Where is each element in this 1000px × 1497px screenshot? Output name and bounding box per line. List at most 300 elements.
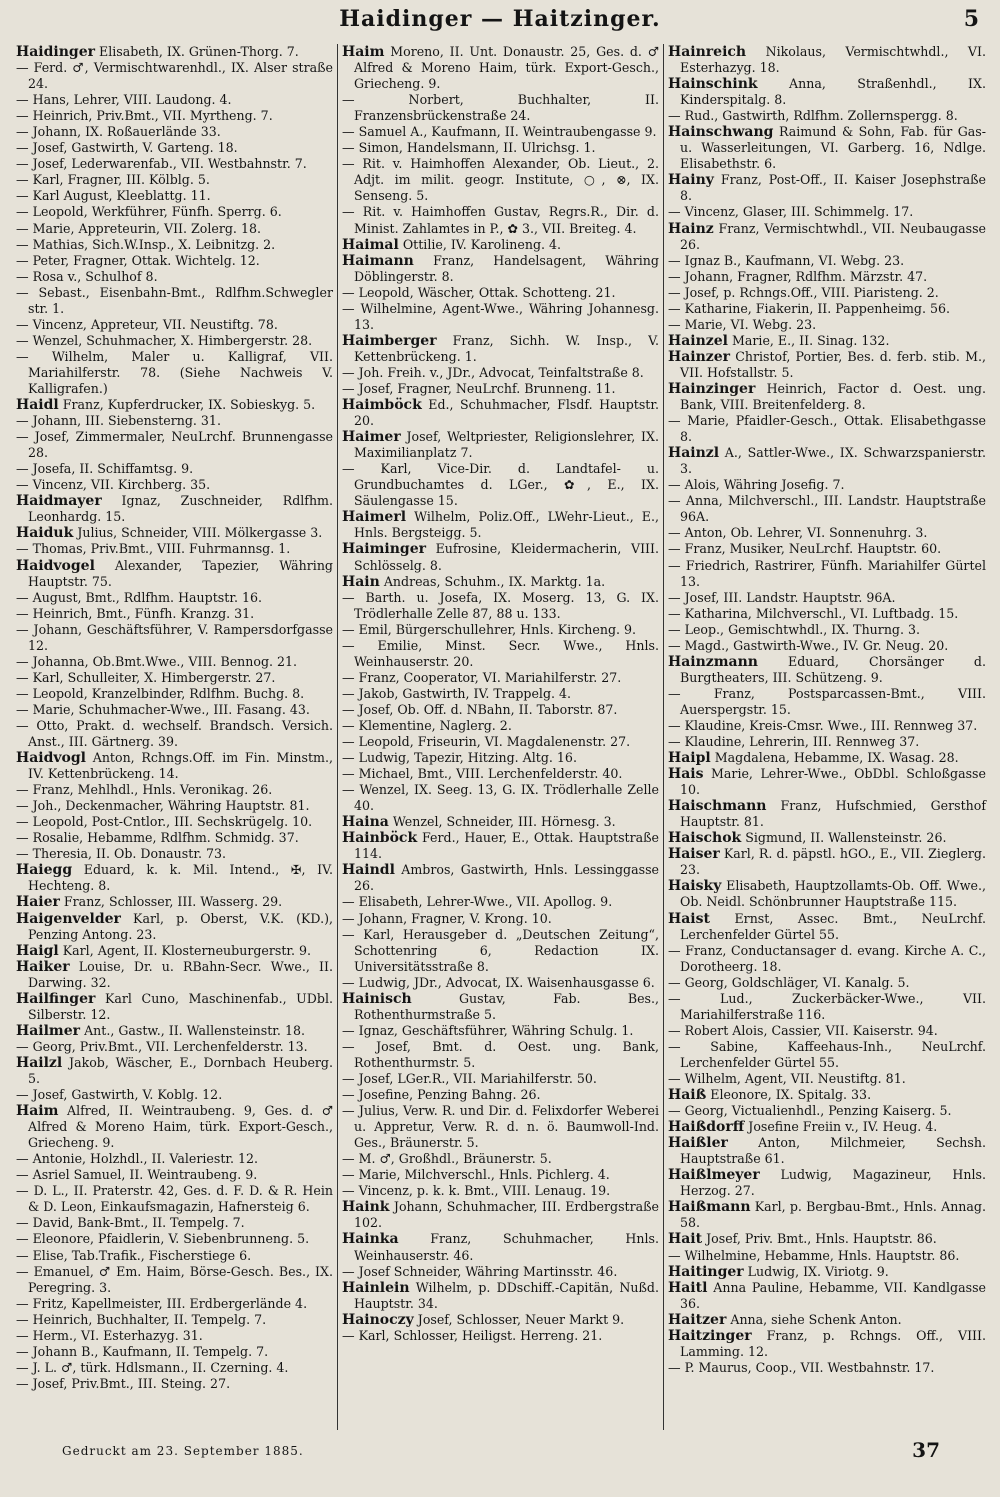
entry-text: — Vincenz, VII. Kirchberg. 35. — [16, 477, 211, 493]
entry-text: — Josef, Gastwirth, V. Koblg. 12. — [16, 1087, 223, 1103]
directory-entry — [342, 686, 659, 702]
entry-text: — Georg, Victualienhdl., Penzing Kaiserg. 5. — [668, 1103, 952, 1119]
entry-text: — Katharina, Milchverschl., VI. Luftbadg. 15. — [668, 605, 959, 621]
directory-entry — [16, 477, 333, 493]
directory-entry — [668, 911, 986, 943]
directory-entry — [668, 943, 986, 975]
entry-text: — Elise, Tab.Trafik., Fischerstiege 6. — [16, 1247, 252, 1263]
directory-entry — [668, 975, 986, 991]
entry-text: — Barth. u. Josefa, IX. Moserg. 13, G. IX. Trödlerhalle Zelle 87, 88 u. 133. — [342, 589, 659, 621]
entry-text: — Emilie, Minst. Secr. Wwe., Hnls. Weinhauserstr. 20. — [342, 637, 659, 669]
entry-text: Alfred, II. Weintraubeng. 9, Ges. d. ♂ Alfred & Moreno Haim, türk. Export-Gesch., Griecheng. 9. — [28, 1103, 333, 1151]
directory-entry — [342, 1103, 659, 1151]
directory-entry — [16, 156, 333, 172]
entry-surname: Hainka — [342, 1231, 399, 1248]
entry-text: — Franz, Conductansager d. evang. Kirche A. C., Dorotheerg. 18. — [668, 942, 986, 974]
directory-entry — [668, 1135, 986, 1167]
entry-text: — Vincenz, Appreteur, VII. Neustiftg. 78. — [16, 316, 278, 332]
directory-entry — [342, 927, 659, 975]
directory-entry — [668, 590, 986, 606]
directory-entry — [342, 766, 659, 782]
directory-entry — [16, 911, 333, 943]
entry-surname: Haidinger — [16, 44, 95, 60]
directory-entry — [668, 269, 986, 285]
entry-text: Eleonore, IX. Spitalg. 33. — [710, 1087, 872, 1103]
entry-text: — Johann, Fragner, V. Krong. 10. — [342, 910, 552, 926]
entry-surname: Hailfinger — [16, 990, 96, 1007]
entry-text: Franz, Kupferdrucker, IX. Sobieskyg. 5. — [62, 397, 316, 413]
directory-entry — [668, 1023, 986, 1039]
directory-entry — [342, 1280, 659, 1312]
entry-text: — Jakob, Gastwirth, IV. Trappelg. 4. — [342, 685, 572, 701]
directory-entry — [16, 397, 333, 413]
directory-entry — [16, 686, 333, 702]
entry-text: Josef, Schlosser, Neuer Markt 9. — [417, 1311, 625, 1327]
entry-surname: Haißlmeyer — [668, 1167, 760, 1184]
entry-surname: Hainoczy — [342, 1311, 414, 1328]
directory-entry — [16, 221, 333, 237]
directory-entry — [16, 541, 333, 557]
entry-surname: Hailmer — [16, 1022, 81, 1039]
entry-text: — Rit. v. Haimhoffen Gustav, Regrs.R., Dir. d. Minist. Zahlamtes in P., ✿ 3., VII. Breiteg. 4. — [342, 204, 659, 236]
entry-text: — Norbert, Buchhalter, II. Franzensbrückenstraße 24. — [342, 92, 659, 124]
directory-entry — [668, 108, 986, 124]
entry-text: — Johann, Geschäftsführer, V. Rampersdorfgasse 12. — [16, 621, 333, 653]
entry-text: Ant., Gastw., II. Wallensteinstr. 18. — [84, 1022, 305, 1038]
entry-text: Andreas, Schuhm., IX. Marktg. 1a. — [383, 573, 606, 589]
entry-text: — Marie, Schuhmacher-Wwe., III. Fasang. 43. — [16, 701, 310, 717]
directory-entry — [668, 1103, 986, 1119]
directory-entry — [16, 349, 333, 397]
directory-entry — [668, 477, 986, 493]
entry-text: — Leopold, Kranzelbinder, Rdlfhm. Buchg. 8. — [16, 685, 305, 701]
directory-entry — [668, 493, 986, 525]
directory-entry — [16, 814, 333, 830]
entry-text: — Marie, VI. Webg. 23. — [668, 316, 817, 332]
directory-entry — [668, 333, 986, 349]
directory-entry — [668, 76, 986, 108]
entry-text: — Rit. v. Haimhoffen Alexander, Ob. Lieut., 2. Adjt. im milit. geogr. Institute, ○, ⊗, IX. Senseng. 5. — [342, 156, 659, 204]
directory-entry — [16, 846, 333, 862]
directory-entry — [668, 204, 986, 220]
directory-entry — [342, 1167, 659, 1183]
directory-entry — [668, 1248, 986, 1264]
directory-entry — [16, 140, 333, 156]
entry-text: — Josef, Ob. Off. d. NBahn, II. Taborstr. 87. — [342, 701, 618, 717]
entry-text: — Josef, LGer.R., VII. Mariahilferstr. 50. — [342, 1071, 597, 1086]
entry-text: Anton, Rchngs.Off. im Fin. Minstm., IV. Kettenbrückeng. 14. — [28, 750, 333, 782]
directory-entry — [342, 638, 659, 670]
directory-entry — [16, 558, 333, 590]
entry-surname: Haigenvelder — [16, 910, 121, 927]
entry-text: Eduard, k. k. Mil. Intend., ✠, IV. Hechteng. 8. — [28, 862, 334, 894]
directory-entry — [342, 991, 659, 1023]
entry-surname: Hais — [668, 766, 704, 783]
directory-entry — [342, 509, 659, 541]
entry-surname: Haitzinger — [668, 1327, 752, 1344]
directory-entry — [668, 766, 986, 798]
directory-entry — [16, 670, 333, 686]
directory-entry — [668, 1199, 986, 1231]
directory-entry — [16, 1215, 333, 1231]
entry-text: — Leopold, Werkführer, Fünfh. Sperrg. 6. — [16, 204, 282, 220]
directory-entry — [16, 1183, 333, 1215]
directory-entry — [16, 1055, 333, 1087]
directory-entry — [16, 237, 333, 253]
entry-text: — Rud., Gastwirth, Rdlfhm. Zollernspergg. 8. — [668, 108, 958, 124]
directory-entry — [668, 221, 986, 253]
directory-entry — [16, 44, 333, 60]
entry-surname: Hain — [342, 573, 380, 590]
entry-text: — Johann B., Kaufmann, II. Tempelg. 7. — [16, 1343, 269, 1359]
directory-entry — [16, 943, 333, 959]
entry-text: — David, Bank-Bmt., II. Tempelg. 7. — [16, 1215, 245, 1231]
directory-entry — [668, 124, 986, 172]
entry-text: — Josef, Fragner, NeuLrchf. Brunneng. 11. — [342, 380, 616, 396]
entry-text: — Ludwig, JDr., Advocat, IX. Waisenhausgasse 6. — [342, 974, 655, 990]
directory-entry — [668, 525, 986, 541]
directory-entry — [16, 188, 333, 204]
entry-surname: Haidl — [16, 397, 59, 414]
directory-entry — [16, 606, 333, 622]
directory-entry — [342, 734, 659, 750]
directory-entry — [342, 1087, 659, 1103]
entry-text: Eufrosine, Kleidermacherin, VIII. Schlösselg. 8. — [354, 541, 659, 573]
entry-surname: Haimal — [342, 236, 399, 253]
entry-text: — Karl, Schulleiter, X. Himbergerstr. 27. — [16, 669, 276, 685]
entry-text: Franz, Post-Off., II. Kaiser Josephstraße 8. — [680, 172, 986, 204]
directory-entry — [16, 702, 333, 718]
entry-text: — August, Bmt., Rdlfhm. Hauptstr. 16. — [16, 589, 262, 605]
entry-text: — Josefine, Penzing Bahng. 26. — [342, 1087, 541, 1103]
directory-entry — [16, 1023, 333, 1039]
entry-text: Anna, Straßenhdl., IX. Kinderspitalg. 8. — [680, 76, 986, 108]
entry-text: Jakob, Wäscher, E., Dornbach Heuberg. 5. — [28, 1054, 333, 1086]
entry-text: Elisabeth, IX. Grünen-Thorg. 7. — [99, 44, 299, 59]
directory-entry — [668, 718, 986, 734]
directory-entry — [668, 606, 986, 622]
entry-text: — Leopold, Wäscher, Ottak. Schotteng. 21. — [342, 284, 616, 300]
directory-entry — [16, 798, 333, 814]
directory-entry — [342, 541, 659, 573]
entry-text: — Georg, Goldschläger, VI. Kanalg. 5. — [668, 974, 910, 990]
entry-text: — Leopold, Post-Cntlor., III. Sechskrügelg. 10. — [16, 814, 313, 830]
directory-entry — [668, 830, 986, 846]
entry-text: — Herm., VI. Esterhazyg. 31. — [16, 1327, 203, 1343]
entry-surname: Haiegg — [16, 862, 73, 879]
directory-entry — [668, 541, 986, 557]
entry-text: — Josef, Bmt. d. Oest. ung. Bank, Rothenthurmstr. 5. — [342, 1038, 659, 1070]
entry-text: — Karl August, Kleeblattg. 11. — [16, 188, 211, 204]
column-1 — [12, 44, 338, 1430]
entry-surname: Haimböck — [342, 397, 422, 414]
entry-text: Gustav, Fab. Bes., Rothenthurmstraße 5. — [354, 990, 659, 1022]
entry-text: — Karl, Fragner, III. Kölblg. 5. — [16, 172, 210, 188]
entry-text: Franz, Vermischtwhdl., VII. Neubaugasse 26. — [680, 220, 986, 252]
entry-text: Ottilie, IV. Karolineng. 4. — [402, 236, 562, 252]
entry-text: — D. L., II. Praterstr. 42, Ges. d. F. D. & R. Hein & D. Leon, Einkaufsmagazin, Hafnersteig 6. — [16, 1183, 333, 1215]
entry-text: — Lud., Zuckerbäcker-Wwe., VII. Mariahilferstraße 116. — [668, 990, 986, 1022]
directory-entry — [342, 381, 659, 397]
entry-text: Marie, Lehrer-Wwe., ObDbl. Schloßgasse 10. — [680, 766, 986, 798]
directory-entry — [342, 333, 659, 365]
entry-surname: Hainschwang — [668, 124, 774, 141]
directory-entry — [668, 317, 986, 333]
directory-entry — [342, 1151, 659, 1167]
entry-text: — Wenzel, Schuhmacher, X. Himbergerstr. 28. — [16, 332, 313, 348]
entry-text: — Karl, Herausgeber d. „Deutschen Zeitung“, Schottenring 6, Redaction IX. Universitätsstraße 8. — [342, 926, 659, 974]
page-footer — [0, 1438, 1000, 1478]
entry-text: — Johann, III. Siebensterng. 31. — [16, 413, 221, 429]
directory-entry — [16, 1151, 333, 1167]
entry-text: — Georg, Priv.Bmt., VII. Lerchenfelderstr. 13. — [16, 1038, 308, 1054]
directory-entry — [16, 750, 333, 782]
directory-entry — [668, 1360, 986, 1376]
entry-text: Josef, Weltpriester, Religionslehrer, IX. Maximilianplatz 7. — [354, 429, 659, 461]
directory-entry — [668, 349, 986, 381]
entry-text: — Joh. Freih. v., JDr., Advocat, Teinfaltstraße 8. — [342, 364, 644, 380]
entry-surname: Hainzel — [668, 332, 728, 349]
entry-text: — Michael, Bmt., VIII. Lerchenfelderstr. 40. — [342, 766, 623, 782]
directory-entry — [342, 44, 659, 92]
entry-text: — Eleonore, Pfaidlerin, V. Siebenbrunneng. 5. — [16, 1231, 310, 1247]
directory-entry — [16, 718, 333, 750]
directory-entry — [16, 782, 333, 798]
entry-text: A., Sattler-Wwe., IX. Schwarzspanierstr. 3. — [680, 445, 986, 477]
entry-text: — Vincenz, p. k. k. Bmt., VIII. Lenaug. 19. — [342, 1183, 611, 1199]
directory-entry — [16, 894, 333, 910]
print-date: Gedruckt am 23. September 1885. — [62, 1444, 304, 1458]
directory-entry — [342, 1023, 659, 1039]
directory-entry — [16, 862, 333, 894]
directory-entry — [342, 1328, 659, 1344]
directory-entry — [668, 1280, 986, 1312]
directory-entry — [668, 413, 986, 445]
entry-text: — Franz, Musiker, NeuLrchf. Hauptstr. 60. — [668, 541, 942, 557]
entry-text: Marie, E., II. Sinag. 132. — [732, 332, 890, 348]
directory-entry — [342, 253, 659, 285]
directory-entry — [342, 1039, 659, 1071]
entry-text: — Karl, Vice-Dir. d. Landtafel- u. Grundbuchamtes d. LGer., ✿, E., IX. Säulengasse 15. — [342, 461, 659, 509]
entry-text: — Ignaz, Geschäftsführer, Währing Schulg. 1. — [342, 1022, 634, 1038]
directory-entry — [668, 301, 986, 317]
entry-text: — Vincenz, Glaser, III. Schimmelg. 17. — [668, 204, 914, 220]
directory-entry — [668, 1167, 986, 1199]
entry-text: Raimund & Sohn, Fab. für Gas- u. Wasserleitungen, VI. Garberg. 16, Ndlge. Elisabethstr. 6. — [680, 124, 986, 172]
directory-entry — [342, 750, 659, 766]
directory-entry — [668, 381, 986, 413]
entry-text: — Heinrich, Bmt., Fünfh. Kranzg. 31. — [16, 605, 255, 621]
entry-surname: Haist — [668, 910, 710, 927]
entry-surname: Hainreich — [668, 44, 747, 60]
entry-surname: Haischok — [668, 830, 742, 847]
entry-text: — Friedrich, Rastrirer, Fünfh. Mariahilfer Gürtel 13. — [668, 557, 986, 589]
directory-entry — [16, 654, 333, 670]
entry-surname: Hainböck — [342, 830, 418, 847]
directory-entry — [668, 1312, 986, 1328]
entry-text: — Heinrich, Priv.Bmt., VII. Myrtheng. 7. — [16, 108, 273, 124]
directory-entry — [342, 1071, 659, 1087]
entry-text: Ambros, Gastwirth, Hnls. Lessinggasse 26. — [354, 862, 659, 894]
entry-text: — M. ♂, Großhdl., Bräunerstr. 5. — [342, 1151, 552, 1167]
directory-entry — [16, 1167, 333, 1183]
entry-text: — Josef, Lederwarenfab., VII. Westbahnstr. 7. — [16, 156, 307, 172]
directory-columns — [12, 44, 990, 1430]
entry-surname: Haimann — [342, 252, 414, 269]
page-number: 37 — [912, 1438, 940, 1462]
entry-text: — Leopold, Friseurin, VI. Magdalenenstr. 27. — [342, 734, 631, 750]
entry-surname: Haigl — [16, 942, 59, 959]
directory-entry — [16, 429, 333, 461]
directory-entry — [342, 301, 659, 333]
entry-surname: Haindl — [342, 862, 395, 879]
entry-text: — Klaudine, Kreis-Cmsr. Wwe., III. Rennweg 37. — [668, 717, 978, 733]
entry-text: — Anna, Milchverschl., III. Landstr. Hauptstraße 96A. — [668, 493, 986, 525]
entry-text: Ed., Schuhmacher, Flsdf. Hauptstr. 20. — [354, 397, 659, 429]
directory-entry — [342, 1183, 659, 1199]
entry-surname: Haiker — [16, 958, 70, 975]
entry-surname: Haitl — [668, 1279, 708, 1296]
directory-entry — [16, 991, 333, 1023]
entry-text: — Simon, Handelsmann, II. Ulrichsg. 1. — [342, 140, 596, 156]
directory-entry — [16, 413, 333, 429]
entry-surname: Haißmann — [668, 1199, 751, 1216]
entry-text: — Otto, Prakt. d. wechself. Brandsch. Versich. Anst., III. Gärtnerg. 39. — [16, 717, 333, 750]
entry-surname: Haisky — [668, 878, 722, 895]
entry-text: — Wilhelm, Maler u. Kalligraf, VII. Mariahilferstr. 78. (Siehe Nachweis V. Kalligrafen.) — [16, 348, 333, 396]
entry-text: — Thomas, Priv.Bmt., VIII. Fuhrmannsg. 1. — [16, 541, 291, 557]
entry-text: Sigmund, II. Wallensteinstr. 26. — [745, 830, 947, 846]
entry-surname: Haimer — [342, 429, 401, 446]
entry-text: — Sebast., Eisenbahn-Bmt., Rdlfhm.Schwegler str. 1. — [16, 284, 333, 316]
directory-entry — [342, 1199, 659, 1231]
entry-text: — Anton, Ob. Lehrer, VI. Sonnenuhrg. 3. — [668, 525, 928, 541]
entry-text: — Klementine, Naglerg. 2. — [342, 717, 512, 733]
directory-entry — [342, 365, 659, 381]
entry-surname: Haiduk — [16, 525, 74, 542]
entry-text: — J. L. ♂, türk. Hdlsmann., II. Czerning. 4. — [16, 1359, 289, 1375]
entry-surname: Hainzinger — [668, 380, 756, 397]
directory-entry — [16, 172, 333, 188]
entry-text: — Katharine, Fiakerin, II. Pappenheimg. 56. — [668, 300, 951, 316]
entry-text: Ferd., Hauer, E., Ottak. Hauptstraße 114. — [354, 830, 659, 862]
directory-entry — [342, 429, 659, 461]
directory-entry — [342, 862, 659, 894]
entry-text: Franz, Schlosser, III. Wasserg. 29. — [63, 894, 283, 910]
directory-entry — [668, 1071, 986, 1087]
directory-entry — [668, 686, 986, 718]
entry-text: — Alois, Währing Josefig. 7. — [668, 477, 845, 493]
entry-surname: Haipl — [668, 750, 711, 767]
entry-surname: Hailzl — [16, 1054, 63, 1071]
entry-text: — Klaudine, Lehrerin, III. Rennweg 37. — [668, 734, 920, 750]
entry-text: — Franz, Mehlhdl., Hnls. Veronikag. 26. — [16, 782, 273, 798]
directory-entry — [342, 574, 659, 590]
directory-entry — [342, 204, 659, 236]
directory-entry — [16, 204, 333, 220]
entry-text: Heinrich, Factor d. Oest. ung. Bank, VIII. Breitenfelderg. 8. — [680, 380, 986, 413]
directory-entry — [668, 798, 986, 830]
directory-entry — [668, 253, 986, 269]
directory-entry — [668, 991, 986, 1023]
entry-text: — Wilhelmine, Hebamme, Hnls. Hauptstr. 86. — [668, 1247, 960, 1263]
directory-entry — [342, 1231, 659, 1263]
directory-entry — [16, 1376, 333, 1392]
entry-text: — Julius, Verw. R. und Dir. d. Felixdorfer Weberei u. Appretur, Verw. R. d. n. ö. Baumwoll-Ind. Ges., Bräunerstr. 5. — [342, 1103, 659, 1151]
entry-text: Ernst, Assec. Bmt., NeuLrchf. Lerchenfelder Gürtel 55. — [680, 910, 986, 942]
entry-text: Wilhelm, Poliz.Off., LWehr-Lieut., E., Hnls. Bergsteigg. 5. — [354, 509, 659, 541]
entry-text: — Fritz, Kapellmeister, III. Erdbergerlände 4. — [16, 1295, 308, 1311]
entry-text: Karl, p. Bergbau-Bmt., Hnls. Annag. 58. — [680, 1199, 986, 1231]
entry-text: Anna, siehe Schenk Anton. — [730, 1311, 902, 1327]
entry-surname: Haischmann — [668, 798, 767, 815]
directory-entry — [342, 140, 659, 156]
directory-entry — [668, 1119, 986, 1135]
entry-text: Franz, Handelsagent, Währing Döblingerstr. 8. — [354, 252, 659, 284]
entry-surname: Haink — [342, 1199, 390, 1216]
entry-text: — Marie, Pfaidler-Gesch., Ottak. Elisabethgasse 8. — [668, 413, 986, 445]
entry-text: Johann, Schuhmacher, III. Erdbergstraße 102. — [354, 1199, 659, 1231]
entry-text: — Sabine, Kaffeehaus-Inh., NeuLrchf. Lerchenfelder Gürtel 55. — [668, 1038, 986, 1070]
entry-surname: Hait — [668, 1231, 703, 1248]
entry-surname: Hainzer — [668, 348, 731, 365]
entry-text: — Mathias, Sich.W.Insp., X. Leibnitzg. 2. — [16, 236, 276, 252]
entry-surname: Hainz — [668, 220, 714, 237]
directory-entry — [16, 525, 333, 541]
directory-entry — [668, 1087, 986, 1103]
directory-entry — [16, 622, 333, 654]
entry-text: — Theresia, II. Ob. Donaustr. 73. — [16, 846, 226, 862]
directory-entry — [16, 124, 333, 140]
entry-text: — Johanna, Ob.Bmt.Wwe., VIII. Bennog. 21. — [16, 653, 298, 669]
entry-text: — Karl, Schlosser, Heiligst. Herreng. 21. — [342, 1327, 603, 1343]
entry-surname: Haier — [16, 894, 60, 911]
entry-text: Julius, Schneider, VIII. Mölkergasse 3. — [77, 525, 323, 541]
directory-entry — [668, 878, 986, 910]
directory-entry — [16, 1248, 333, 1264]
entry-text: Wenzel, Schneider, III. Hörnesg. 3. — [392, 814, 616, 830]
entry-text: — Magd., Gastwirth-Wwe., IV. Gr. Neug. 20. — [668, 637, 949, 653]
directory-entry — [668, 445, 986, 477]
directory-entry — [16, 493, 333, 525]
entry-text: — Hans, Lehrer, VIII. Laudong. 4. — [16, 92, 232, 108]
directory-entry — [668, 654, 986, 686]
directory-entry — [342, 718, 659, 734]
entry-text: Anna Pauline, Hebamme, VII. Kandlgasse 36. — [680, 1279, 986, 1311]
entry-text: Nikolaus, Vermischtwhdl., VI. Esterhazyg. 18. — [680, 44, 986, 76]
entry-surname: Haimerl — [342, 509, 407, 526]
entry-text: Josef, Priv. Bmt., Hnls. Hauptstr. 86. — [706, 1231, 937, 1247]
entry-surname: Hainzl — [668, 445, 720, 462]
directory-entry — [342, 1264, 659, 1280]
directory-entry — [668, 172, 986, 204]
entry-text: — Ludwig, Tapezir, Hitzing. Altg. 16. — [342, 750, 577, 766]
directory-entry — [668, 638, 986, 654]
directory-entry — [16, 1264, 333, 1296]
directory-entry — [342, 92, 659, 124]
directory-entry — [342, 894, 659, 910]
entry-surname: Haitinger — [668, 1263, 744, 1280]
directory-entry — [668, 750, 986, 766]
directory-entry — [16, 590, 333, 606]
entry-text: — Franz, Postsparcassen-Bmt., VIII. Auerspergstr. 15. — [668, 685, 986, 717]
directory-entry — [16, 1312, 333, 1328]
directory-entry — [16, 1039, 333, 1055]
entry-text: — Ferd. ♂, Vermischtwarenhdl., IX. Alser straße 24. — [16, 60, 333, 92]
entry-text: — Josef, p. Rchngs.Off., VIII. Piaristeng. 2. — [668, 284, 939, 300]
entry-surname: Hainy — [668, 172, 714, 189]
entry-text: Franz, p. Rchngs. Off., VIII. Lamming. 12. — [680, 1327, 986, 1359]
